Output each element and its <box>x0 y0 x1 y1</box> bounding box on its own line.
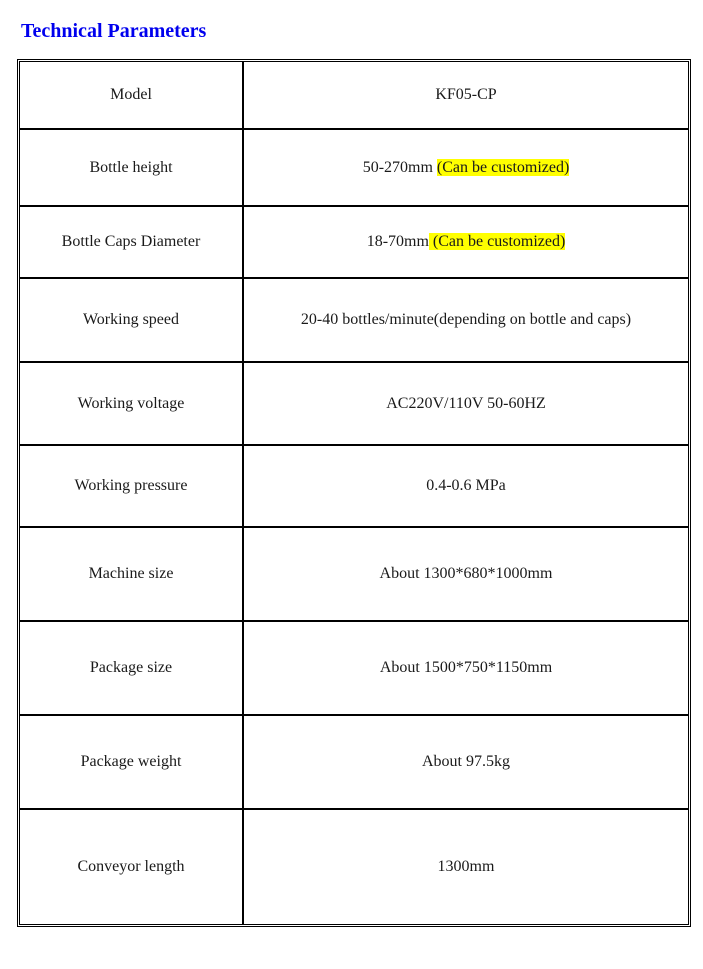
param-value <box>244 207 688 279</box>
table-row <box>20 528 688 622</box>
param-label: Working speed <box>20 279 244 363</box>
page-title: Technical Parameters <box>21 20 207 42</box>
param-label: Package size <box>20 622 244 716</box>
value-text: About 1300*680*1000mm <box>379 565 553 582</box>
table-row <box>20 363 688 446</box>
param-value <box>244 279 688 363</box>
param-label: Working voltage <box>20 363 244 446</box>
param-value <box>244 130 688 207</box>
table-row <box>20 716 688 810</box>
table-row <box>20 207 688 279</box>
param-value <box>244 363 688 446</box>
technical-parameters-table <box>19 61 689 925</box>
table-row <box>20 130 688 207</box>
table-row <box>20 622 688 716</box>
param-label: Machine size <box>20 528 244 622</box>
param-value <box>244 446 688 528</box>
param-label: Package weight <box>20 716 244 810</box>
table-row <box>20 279 688 363</box>
value-text: 20-40 bottles/minute(depending on bottle and caps) <box>300 311 632 328</box>
value-text: KF05-CP <box>435 86 497 103</box>
table-row <box>20 62 688 130</box>
param-value <box>244 528 688 622</box>
param-value <box>244 716 688 810</box>
value-text: 0.4-0.6 MPa <box>426 477 506 494</box>
param-label: Model <box>20 62 244 130</box>
value-text: About 97.5kg <box>422 753 510 770</box>
value-text: About 1500*750*1150mm <box>379 659 553 676</box>
param-value <box>244 810 688 924</box>
param-label: Working pressure <box>20 446 244 528</box>
param-value <box>244 62 688 130</box>
table-row <box>20 446 688 528</box>
param-label: Conveyor length <box>20 810 244 924</box>
value-text: 50-270mm <box>362 158 437 176</box>
customizable-note: (Can be customized) <box>436 158 570 176</box>
value-text: 18-70mm <box>366 233 429 250</box>
value-text: AC220V/110V 50-60HZ <box>386 394 546 412</box>
param-value <box>244 622 688 716</box>
param-label: Bottle height <box>20 130 244 207</box>
value-text: 1300mm <box>437 858 495 875</box>
table-row <box>20 810 688 924</box>
param-label: Bottle Caps Diameter <box>20 207 244 279</box>
customizable-note: (Can be customized) <box>428 233 566 250</box>
